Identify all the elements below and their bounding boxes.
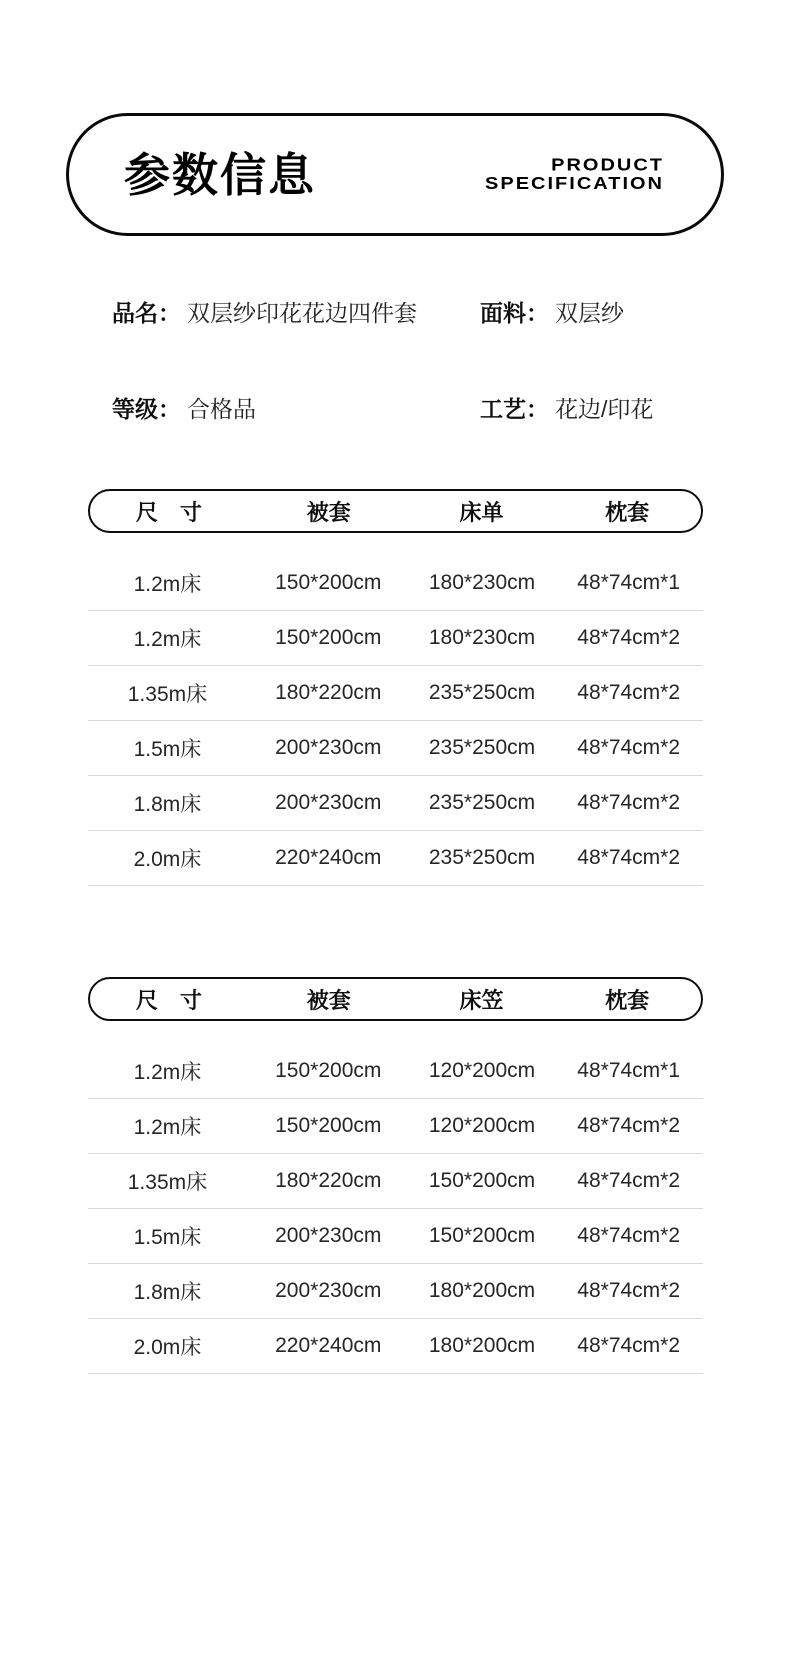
size-table-header [88,489,703,533]
cell-size: 1.5m床 [133,1226,202,1249]
cell-flat-sheet: 235*250cm [428,681,536,704]
cell-pillowcase: 48*74cm*2 [577,1169,681,1192]
cell-size: 1.2m床 [133,573,202,596]
cell-flat-sheet: 235*250cm [428,736,536,759]
cell-pillowcase: 48*74cm*2 [577,626,681,649]
cell-duvet-cover: 150*200cm [275,626,382,649]
cell-size: 1.35m床 [127,683,208,706]
cell-pillowcase: 48*74cm*1 [577,571,681,594]
info-label: 面料： [480,300,549,326]
cell-size: 1.2m床 [133,628,202,651]
cell-duvet-cover: 220*240cm [275,846,382,869]
table-row [88,1044,703,1099]
table-row [88,776,703,831]
cell-pillowcase: 48*74cm*2 [577,846,681,869]
info-value: 合格品 [187,396,256,422]
cell-pillowcase: 48*74cm*2 [577,791,681,814]
cell-pillowcase: 48*74cm*1 [577,1059,681,1082]
col-header-fitted-sheet: 床笠 [459,987,504,1013]
cell-flat-sheet: 235*250cm [428,791,536,814]
cell-duvet-cover: 200*230cm [275,736,382,759]
page-subtitle [485,156,664,193]
cell-size: 2.0m床 [133,1336,202,1359]
cell-pillowcase: 48*74cm*2 [577,1279,681,1302]
size-table-fitted-sheet [88,977,703,1374]
col-header-size: 尺 寸 [135,987,202,1013]
cell-size: 1.2m床 [133,1116,202,1139]
size-table-body [88,1044,703,1374]
product-spec-page [0,113,790,1672]
info-value: 双层纱印花花边四件套 [187,300,417,326]
col-header-size: 尺 寸 [135,499,202,525]
cell-size: 1.2m床 [133,1061,202,1084]
cell-fitted-sheet: 150*200cm [428,1169,536,1192]
header-pill [66,113,724,236]
cell-flat-sheet: 180*230cm [428,626,536,649]
col-header-duvet-cover: 被套 [306,499,351,525]
cell-pillowcase: 48*74cm*2 [577,1114,681,1137]
cell-pillowcase: 48*74cm*2 [577,1224,681,1247]
cell-duvet-cover: 150*200cm [275,1114,382,1137]
cell-flat-sheet: 235*250cm [428,846,536,869]
cell-fitted-sheet: 120*200cm [428,1114,536,1137]
page-subtitle-line1: PRODUCT [551,155,664,175]
table-row [88,1319,703,1374]
product-info [112,300,790,422]
cell-duvet-cover: 180*220cm [275,1169,382,1192]
cell-size: 1.35m床 [127,1171,208,1194]
cell-pillowcase: 48*74cm*2 [577,681,681,704]
cell-duvet-cover: 150*200cm [275,1059,382,1082]
table-row [88,666,703,721]
table-row [88,556,703,611]
info-field-craft [480,396,790,422]
table-row [88,1264,703,1319]
size-table-header [88,977,703,1021]
cell-fitted-sheet: 120*200cm [428,1059,536,1082]
size-table-bed-sheet [88,489,703,886]
cell-size: 1.8m床 [133,793,202,816]
cell-pillowcase: 48*74cm*2 [577,736,681,759]
info-label: 等级： [112,396,181,422]
info-label: 品名： [112,300,181,326]
info-field-grade [112,396,480,422]
info-label: 工艺： [480,396,549,422]
page-subtitle-line2: SPECIFICATION [485,173,664,193]
cell-duvet-cover: 200*230cm [275,1279,382,1302]
cell-size: 1.5m床 [133,738,202,761]
cell-flat-sheet: 180*230cm [428,571,536,594]
cell-duvet-cover: 200*230cm [275,791,382,814]
col-header-pillowcase: 枕套 [605,499,650,525]
table-row [88,1099,703,1154]
cell-duvet-cover: 150*200cm [275,571,382,594]
cell-duvet-cover: 180*220cm [275,681,382,704]
info-value: 双层纱 [555,300,624,326]
page-title: 参数信息 [124,148,316,201]
col-header-flat-sheet: 床单 [459,499,504,525]
cell-fitted-sheet: 150*200cm [428,1224,536,1247]
cell-size: 2.0m床 [133,848,202,871]
info-field-fabric [480,300,790,326]
table-row [88,611,703,666]
table-row [88,1209,703,1264]
col-header-duvet-cover: 被套 [306,987,351,1013]
table-row [88,831,703,886]
table-row [88,721,703,776]
cell-duvet-cover: 220*240cm [275,1334,382,1357]
cell-fitted-sheet: 180*200cm [428,1279,536,1302]
cell-fitted-sheet: 180*200cm [428,1334,536,1357]
info-value: 花边/印花 [555,396,654,422]
size-table-body [88,556,703,886]
cell-duvet-cover: 200*230cm [275,1224,382,1247]
cell-pillowcase: 48*74cm*2 [577,1334,681,1357]
info-field-product-name [112,300,480,326]
table-row [88,1154,703,1209]
col-header-pillowcase: 枕套 [605,987,650,1013]
cell-size: 1.8m床 [133,1281,202,1304]
